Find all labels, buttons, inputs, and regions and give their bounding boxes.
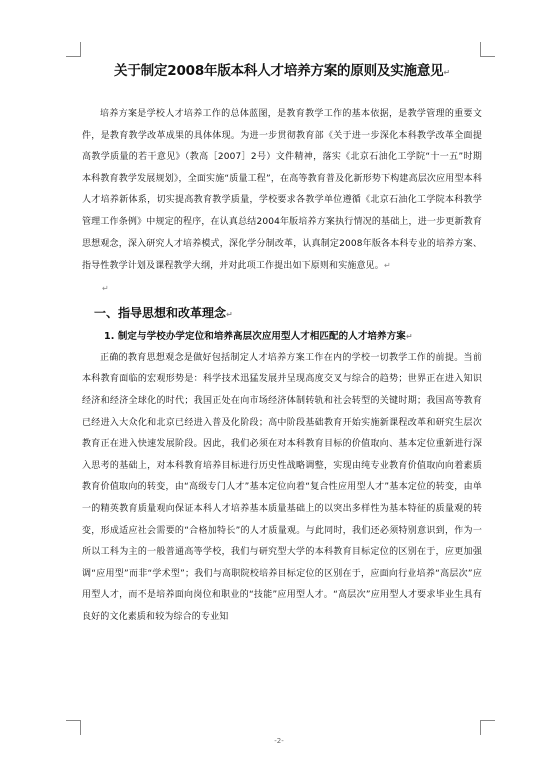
section-heading-text: 一、指导思想和改革理念 (94, 305, 227, 320)
section-heading (94, 302, 482, 326)
intro-paragraph (82, 104, 482, 278)
intro-paragraph-text: 培养方案是学校人才培养工作的总体蓝图，是教育教学工作的基本依据，是教学管理的重要文件，是教育教学改革成果的具体体现。为进一步贯彻教育部《关于进一步深化本科教学改革全面提高教学质量的若干意见》（教高［2007］2号）文件精神，落实《北京石油化工学院“十一五”时期本科教育教学发展规划》，全面实施“质量工程”，在高等教育普及化新形势下构建高层次应用型本科人才培养新体系，切实提高教育教学质量，学校要求各教学单位遵循《北京石油化工学院本科教学管理工作条例》中规定的程序，在认真总结2004年版培养方案执行情况的基础上，进一步更新教育思想观念，深入研究人才培养模式，深化学分制改革，认真制定2008年版各本科专业的培养方案、指导性教学计划及课程教学大纲，并对此项工作提出如下原则和实施意见。 (82, 109, 482, 272)
empty-paragraph (82, 278, 482, 300)
page-number: -2- (274, 737, 284, 745)
body-paragraph-text: 正确的教育思想观念是做好包括制定人才培养方案工作在内的学校一切教学工作的前提。当前本科教育面临的宏观形势是：科学技术迅猛发展并呈现高度交叉与综合的趋势；世界正在进入知识经济和经济全球化的时代；我国正处在向市场经济体制转轨和社会转型的关键时期；我国高等教育已经进入大众化和北京已经进入普及化阶段；高中阶段基础教育开始实施新课程改革和研究生层次教育正在进入快速发展阶段。因此，我们必须在对本科教育目标的价值取向、基本定位重新进行深入思考的基础上，对本科教育培养目标进行历史性战略调整，实现由纯专业教育价值取向向着素质教育价值取向的转变，由“高级专门人才”基本定位向着“复合性应用型人才”基本定位的转变，由单一的精英教育质量观向保证本科人才培养基本质量基础上的以突出多样性为基本特征的质量观的转变，形成适应社会需要的“合格加特长”的人才质量观。与此同时，我们还必须特别意识到，作为一所以工科为主的一般普通高等学校，我们与研究型大学的本科教育目标定位的区别在于，应更加强调“应用型”而非“学术型”；我们与高职院校培养目标定位的区别在于，应面向行业培养“高层次”应用型人才，而不是培养面向岗位和职业的“技能”应用型人才。“高层次”应用型人才要求毕业生具有良好的文化素质和较为综合的专业知 (82, 352, 482, 622)
crop-mark-bottom-right (480, 720, 495, 735)
crop-mark-top-right (480, 42, 495, 57)
paragraph-mark-icon: ↵ (405, 331, 413, 341)
subsection-heading-text: 1. 制定与学校办学定位和培养高层次应用型人才相匹配的人才培养方案 (104, 330, 406, 342)
paragraph-mark-icon: ↵ (102, 283, 109, 293)
document-title-text: 关于制定2008年版本科人才培养方案的原则及实施意见 (114, 63, 444, 79)
document-body (82, 60, 482, 628)
paragraph-mark-icon: ↵ (383, 261, 391, 271)
subsection-heading (104, 326, 482, 348)
document-title (82, 60, 482, 84)
body-paragraph (82, 348, 482, 629)
crop-mark-top-left (66, 42, 81, 57)
paragraph-mark-icon: ↵ (226, 309, 233, 319)
crop-mark-bottom-left (66, 720, 81, 735)
paragraph-mark-icon: ↵ (443, 68, 450, 77)
